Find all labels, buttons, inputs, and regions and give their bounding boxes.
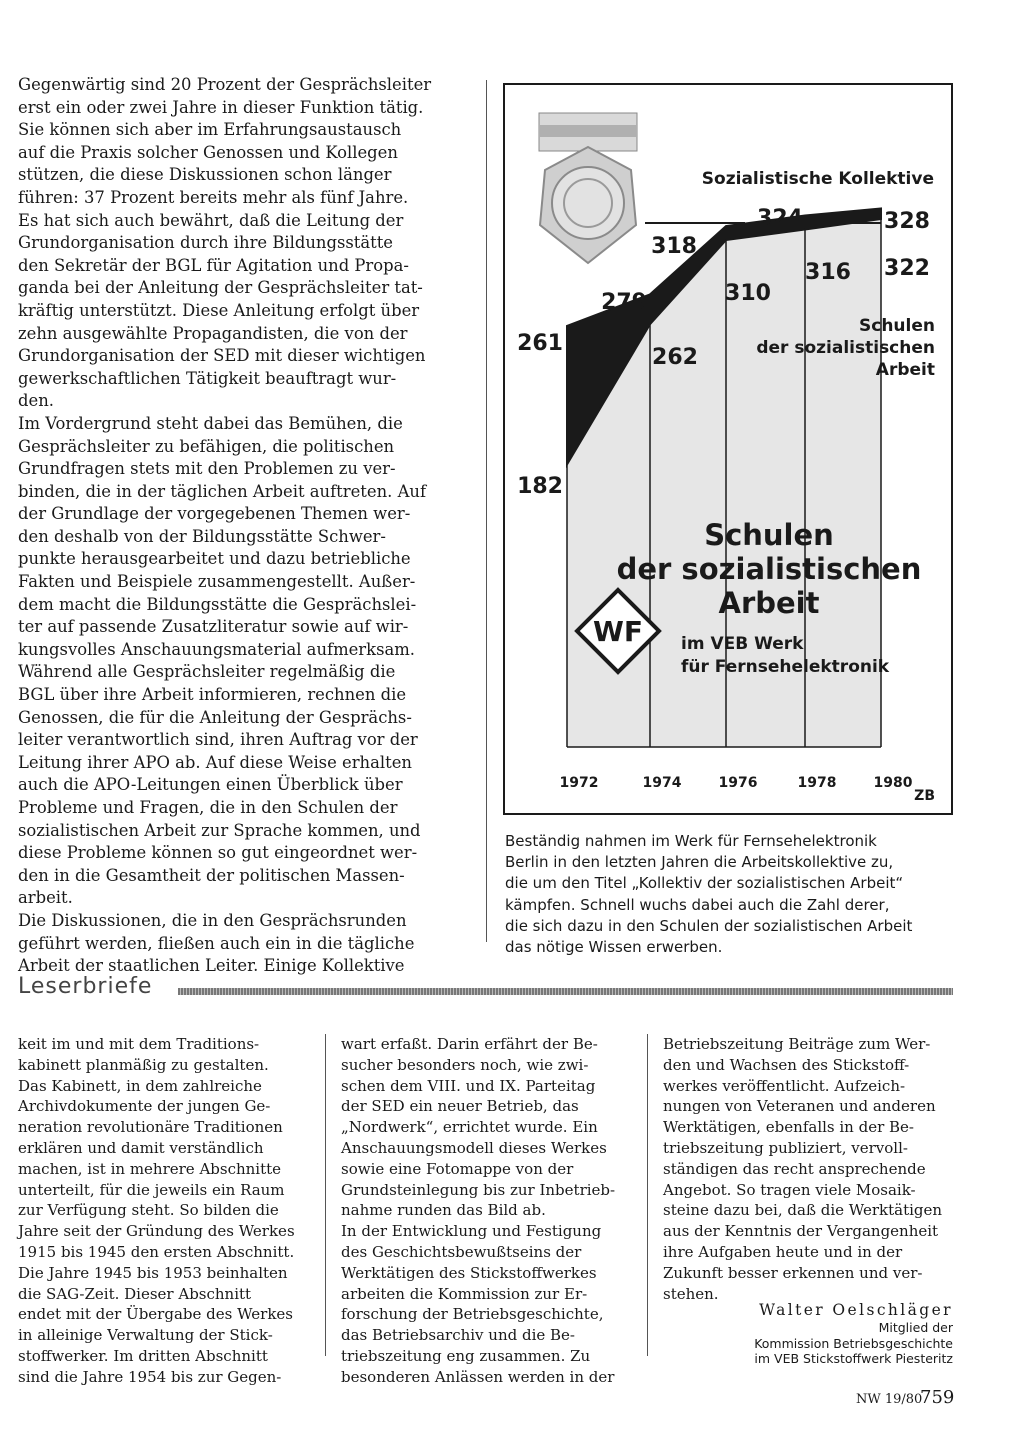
area-chart (505, 85, 951, 813)
x-tick-label: 1974 (642, 775, 682, 791)
letter-column-3: Betriebszeitung Beiträge zum Wer- den und Wachsen des Stickstoff- werkes veröffentlicht. Aufzeich- nungen von Veteranen und anderen Werktätigen, ebenfalls in der Be- triebszeitung publiziert, vervoll- ständigen das recht ansprechende Angebot. So tragen viele Mosaik- steine dazu bei, daß die Werktätigen aus der Kenntnis der Vergangenheit ihre Aufgaben heute und in der Zukunft besser erkennen und ver- stehen. (663, 1035, 943, 1303)
data-label-schulen: 310 (725, 281, 771, 306)
chart-sub-title: für Fernsehelektronik (681, 657, 890, 677)
author-name: Walter Oelschläger (759, 1301, 953, 1319)
section-heading: Leserbriefe (18, 974, 153, 999)
wf-logo-text: WF (592, 615, 644, 648)
chart-big-title: Schulen (704, 518, 834, 552)
x-tick-label: 1972 (559, 775, 599, 791)
chart-big-title: der sozialistischen (616, 552, 922, 586)
x-tick-label: 1976 (718, 775, 758, 791)
page-number: 759 (920, 1387, 955, 1408)
data-label-schulen: 182 (517, 474, 563, 499)
data-label-schulen: 262 (652, 345, 698, 370)
letter-signature (663, 1300, 953, 1367)
data-label-kollektive: 279 (601, 290, 647, 315)
chart-big-title: Arbeit (718, 586, 820, 620)
x-tick-label: 1980 (873, 775, 913, 791)
section-rule (178, 988, 953, 995)
column-divider (647, 1034, 648, 1356)
chart-caption: Beständig nahmen im Werk für Fernsehelektronik Berlin in den letzten Jahren die Arbeitskollektive zu, die um den Titel „Kollektiv der sozialistischen Arbeit“ kämpfen. Schnell wuchs dabei auch die Zahl derer, die sich dazu in den Schulen der sozialistischen Arbeit das nötige Wissen erwerben. (505, 832, 913, 957)
series-label-schulen: der sozialistischen (756, 338, 935, 358)
data-label-schulen: 322 (884, 256, 930, 281)
series-label-kollektive: Sozialistische Kollektive (701, 169, 934, 189)
letter-column-2: wart erfaßt. Darin erfährt der Be- sucher besonders noch, wie zwi- schen dem VIII. und IX. Parteitag der SED ein neuer Betrieb, das „Nordwerk“, errichtet wurde. Ein Anschauungsmodell dieses Werkes sowie eine Fotomappe von der Grundsteinlegung bis zur Inbetrieb- nahme runden das Bild ab. In der Entwicklung und Festigung des Geschichtsbewußtseins der Werktätigen des Stickstoffwerkes arbeiten die Kommission zur Er- forschung der Betriebsgeschichte, das Betriebsarchiv und die Be- triebszeitung eng zusammen. Zu besonderen Anlässen werden in der (341, 1035, 616, 1386)
chart-frame (503, 83, 953, 815)
x-tick-label: 1978 (797, 775, 837, 791)
agency-mark: ZB (914, 788, 935, 804)
data-label-kollektive: 328 (884, 209, 930, 234)
article-text-top: Gegenwärtig sind 20 Prozent der Gesprächsleiter erst ein oder zwei Jahre in dieser Funktion tätig. Sie können sich aber im Erfahrungsaustausch auf die Praxis solcher Genossen und Kollegen stützen, die diese Diskussionen schon länger führen: 37 Prozent bereits mehr als fünf Jahre. Es hat sich auch bewährt, daß die Leitung der Grundorganisation durch ihre Bildungsstätte den Sekretär der BGL für Agitation und Propa- ganda bei der Anleitung der Gesprächsleiter tat- kräftig unterstützt. Diese Anleitung erfolgt über zehn ausgewählte Propagandisten, die von der Grundorganisation der SED mit dieser wichtigen gewerkschaftlichen Tätigkeit beauftragt wur- den. Im Vordergrund steht dabei das Bemühen, die Gesprächsleiter zu befähigen, die politischen Grundfragen stets mit den Problemen zu ver- binden, die in der täglichen Arbeit auftreten. Auf der Grundlage der vorgegebenen Themen wer- den deshalb von der Bildungsstätte Schwer- punkte herausgearbeitet und dazu betriebliche Fakten und Beispiele zusammengestellt. Außer- dem macht die Bildungsstätte die Gesprächslei- ter auf passende Zusatzliteratur sowie auf wir- kungsvolles Anschauungsmaterial aufmerksam. Während alle Gesprächsleiter regelmäßig die BGL über ihre Arbeit informieren, rechnen die Genossen, die für die Anleitung der Gesprächs- leiter verantwortlich sind, ihren Auftrag vor der Leitung ihrer APO ab. Auf diese Weise erhalten auch die APO-Leitungen einen Überblick über Probleme und Fragen, die in den Schulen der sozialistischen Arbeit zur Sprache kommen, und diese Probleme können so gut eingeordnet wer- den in die Gesamtheit der politischen Massen- arbeit. Die Diskussionen, die in den Gesprächsrunden geführt werden, fließen auch ein in die tägliche Arbeit der staatlichen Leiter. Einige Kollektive (18, 75, 432, 976)
medal-emblem-icon (539, 113, 637, 263)
data-label-kollektive: 261 (517, 331, 563, 356)
data-label-schulen: 316 (805, 260, 851, 285)
chart-sub-title: im VEB Werk (681, 634, 804, 654)
data-label-kollektive: 318 (651, 234, 697, 259)
series-label-schulen: Schulen (859, 316, 935, 336)
series-label-schulen: Arbeit (875, 360, 935, 380)
column-divider (325, 1034, 326, 1356)
author-role: Mitglied der Kommission Betriebsgeschichte im VEB Stickstoffwerk Piesteritz (754, 1320, 953, 1366)
letter-column-1: keit im und mit dem Traditions- kabinett planmäßig zu gestalten. Das Kabinett, in dem zahlreiche Archivdokumente der jungen Ge- neration revolutionäre Traditionen erklären und damit verständlich machen, ist in mehrere Abschnitte unterteilt, für die jeweils ein Raum zur Verfügung steht. So bilden die Jahre seit der Gründung des Werkes 1915 bis 1945 den ersten Abschnitt. Die Jahre 1945 bis 1953 beinhalten die SAG-Zeit. Dieser Abschnitt endet mit der Übergabe des Werkes in alleinige Verwaltung der Stick- stoffwerker. Im dritten Abschnitt sind die Jahre 1954 bis zur Gegen- (18, 1035, 295, 1386)
data-label-kollektive: 324 (757, 206, 803, 231)
column-divider (486, 80, 487, 942)
issue-number: NW 19/80 (856, 1392, 923, 1407)
